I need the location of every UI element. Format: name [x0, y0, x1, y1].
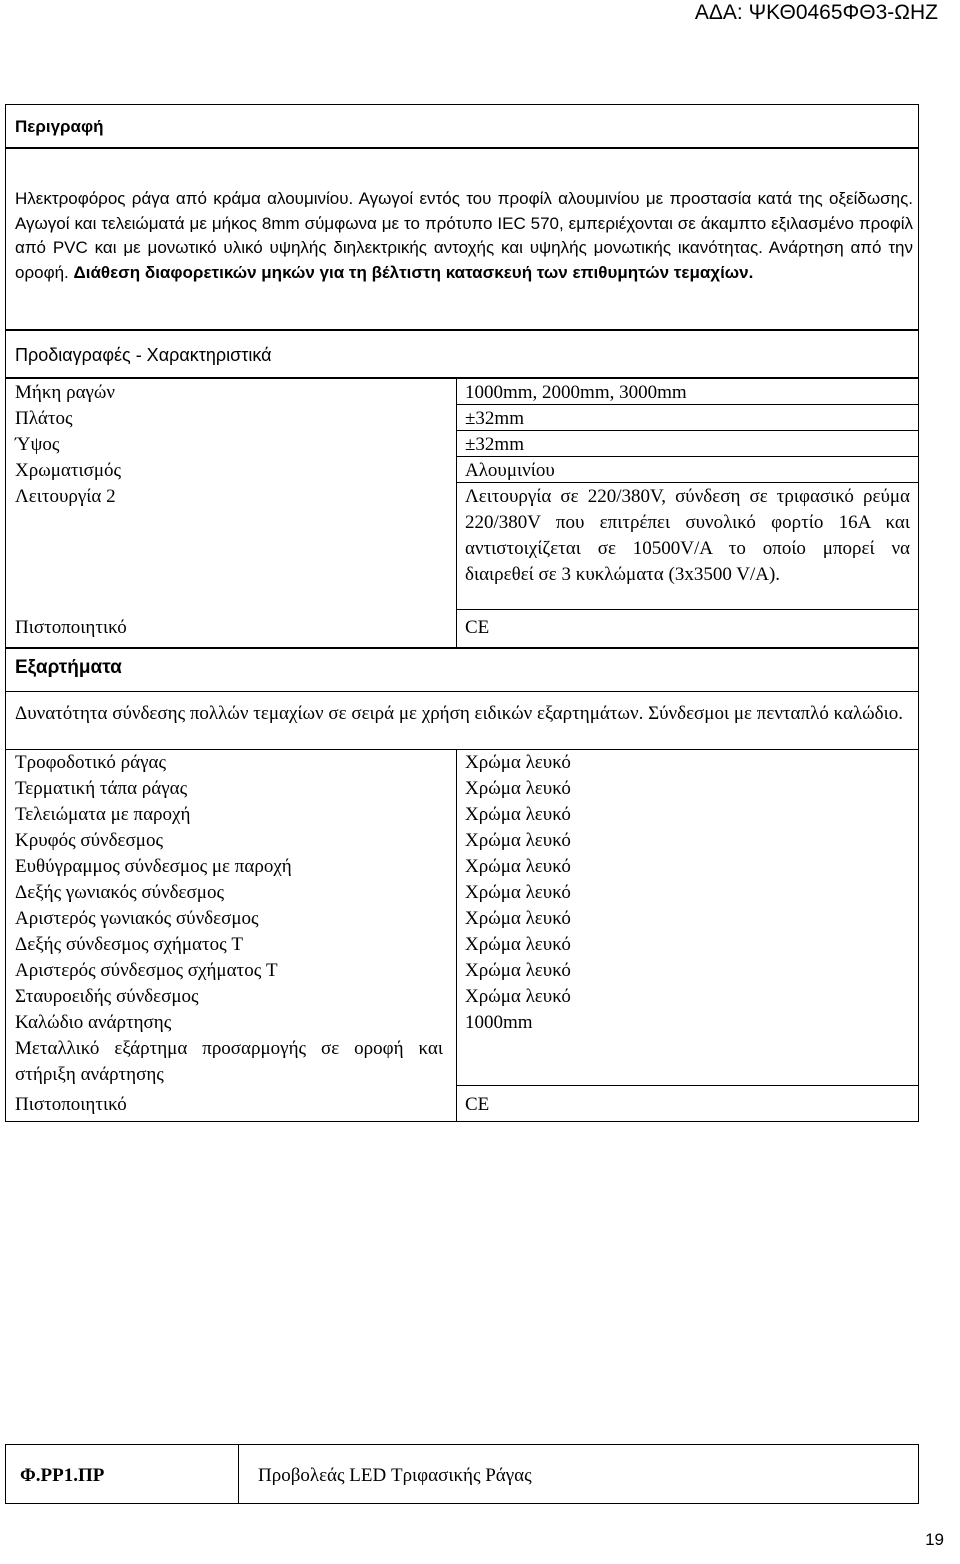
- spec-value: Λειτουργία σε 220/380V, σύνδεση σε τριφασικό ρεύμα 220/380V που επιτρέπει συνολικό φορτίο 16A και αντιστοιχίζεται σε 10500V/A το οποίο μπορεί να διαιρεθεί σε 3 κυκλώματα (3x3500 V/A).: [465, 486, 910, 585]
- accessories-row-line: [456, 1085, 919, 1086]
- accessory-value: Χρώμα λευκό: [465, 830, 571, 851]
- spec-label: Πλάτος: [15, 408, 73, 429]
- accessory-label: Πιστοποιητικό: [15, 1094, 127, 1115]
- specs-row-line: [456, 609, 919, 610]
- accessory-label: Κρυφός σύνδεσμος: [15, 830, 163, 851]
- accessory-value: Χρώμα λευκό: [465, 908, 571, 929]
- spec-label: Χρωματισμός: [15, 460, 122, 481]
- accessory-label: Μεταλλικό εξάρτημα προσαρμογής σε οροφή και στήριξη ανάρτησης: [15, 1038, 443, 1085]
- specs-header: [5, 330, 919, 378]
- specs-heading: Προδιαγραφές - Χαρακτηριστικά: [15, 345, 272, 365]
- description-heading: Περιγραφή: [15, 117, 104, 136]
- accessory-value: Χρώμα λευκό: [465, 856, 571, 877]
- accessory-value: Χρώμα λευκό: [465, 934, 571, 955]
- ada-code: ΑΔΑ: ΨΚΘ0465ΦΘ3-ΩΗΖ: [694, 1, 938, 24]
- accessory-value: Χρώμα λευκό: [465, 882, 571, 903]
- accessory-label: Τροφοδοτικό ράγας: [15, 752, 166, 773]
- accessory-value: 1000mm: [465, 1012, 533, 1033]
- page-number: 19: [925, 1530, 944, 1549]
- description-header: [5, 104, 919, 148]
- specs-row-line: [456, 456, 919, 457]
- spec-label: Ύψος: [15, 434, 60, 455]
- accessories-note: Δυνατότητα σύνδεσης πολλών τεμαχίων σε σειρά με χρήση ειδικών εξαρτημάτων. Σύνδεσμοι με πενταπλό καλώδιο.: [15, 703, 903, 724]
- accessory-value: Χρώμα λευκό: [465, 986, 571, 1007]
- spec-value: ±32mm: [465, 434, 524, 455]
- product-code: Φ.PP1.ΠΡ: [20, 1465, 105, 1486]
- accessory-label: Δεξής γωνιακός σύνδεσμος: [15, 882, 224, 903]
- spec-label: Πιστοποιητικό: [15, 617, 127, 638]
- accessory-value: Χρώμα λευκό: [465, 804, 571, 825]
- specs-col-divider: [456, 378, 457, 648]
- accessory-label: Ευθύγραμμος σύνδεσμος με παροχή: [15, 856, 292, 877]
- accessory-value: Χρώμα λευκό: [465, 960, 571, 981]
- accessory-label: Τελειώματα με παροχή: [15, 804, 191, 825]
- spec-value: Αλουμινίου: [465, 460, 555, 481]
- description-text-bold: Διάθεση διαφορετικών μηκών για τη βέλτιστη κατασκευή των επιθυμητών τεμαχίων.: [73, 263, 754, 283]
- accessory-label: Δεξής σύνδεσμος σχήματος T: [15, 934, 244, 955]
- accessories-heading-line: [6, 691, 919, 692]
- spec-label: Λειτουργία 2: [15, 486, 116, 507]
- accessory-label: Τερματική τάπα ράγας: [15, 778, 188, 799]
- description-text-regular: Ηλεκτροφόρος ράγα από κράμα αλουμινίου. Αγωγοί εντός του προφίλ αλουμινίου με προστασία κατά της οξείδωσης. Αγωγοί και τελειώματά με μήκος 8mm σύμφωνα με το πρότυπο IEC 570, εμπεριέχονται σε άκαμπτο εξιλασμένο προφίλ από PVC και με μονωτικό υλικό υψηλής διηλεκτρικής αντοχής και υψηλής μονωτικής ικανότητας. Ανάρτηση από την οροφή.: [15, 189, 913, 283]
- accessory-value: Χρώμα λευκό: [465, 752, 571, 773]
- accessory-label: Καλώδιο ανάρτησης: [15, 1012, 172, 1033]
- specs-table: [5, 378, 919, 648]
- accessory-value: CE: [465, 1094, 490, 1115]
- spec-value: ±32mm: [465, 408, 524, 429]
- product-title: Προβολεάς LED Τριφασικής Ράγας: [258, 1465, 532, 1486]
- accessories-col-divider: [456, 749, 457, 1122]
- accessory-label: Αριστερός γωνιακός σύνδεσμος: [15, 908, 259, 929]
- spec-value: CE: [465, 617, 490, 638]
- accessory-value: Χρώμα λευκό: [465, 778, 571, 799]
- accessories-table: [5, 648, 919, 1122]
- spec-value: 1000mm, 2000mm, 3000mm: [465, 382, 687, 403]
- description-body: [5, 148, 919, 330]
- specs-row-line: [456, 430, 919, 431]
- description-text: [15, 187, 913, 286]
- accessory-label: Σταυροειδής σύνδεσμος: [15, 986, 199, 1007]
- footer-divider: [238, 1445, 239, 1503]
- spec-label: Μήκη ραγών: [15, 382, 116, 403]
- footer-product-box: [5, 1444, 919, 1504]
- accessories-heading: Εξαρτήματα: [15, 657, 122, 678]
- accessory-label: Αριστερός σύνδεσμος σχήματος T: [15, 960, 278, 981]
